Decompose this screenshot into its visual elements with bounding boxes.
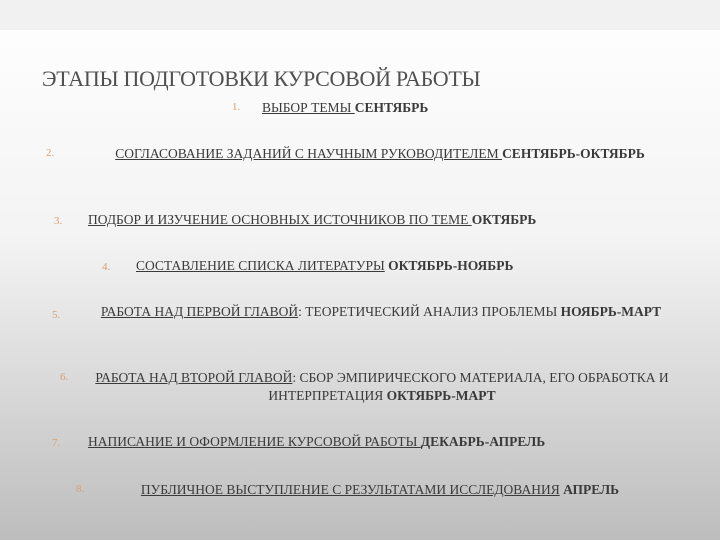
item-3-number: 3. — [54, 215, 63, 227]
top-band — [0, 0, 720, 30]
item-3-date: ОКТЯБРЬ — [471, 212, 537, 227]
slide-title: ЭТАПЫ ПОДГОТОВКИ КУРСОВОЙ РАБОТЫ — [42, 66, 481, 91]
item-1-number: 1. — [232, 101, 241, 113]
item-6-text — [92, 369, 672, 405]
item-4-text — [136, 257, 696, 275]
item-6-number: 6. — [60, 371, 69, 383]
item-4-task: СОСТАВЛЕНИЕ СПИСКА ЛИТЕРАТУРЫ — [136, 258, 385, 273]
item-5-rest: : ТЕОРЕТИЧЕСКИЙ АНАЛИЗ ПРОБЛЕМЫ — [298, 304, 561, 319]
item-1-task: ВЫБОР ТЕМЫ — [262, 100, 355, 115]
item-3-task: ПОДБОР И ИЗУЧЕНИЕ ОСНОВНЫХ ИСТОЧНИКОВ ПО ТЕМЕ — [88, 212, 472, 227]
item-8-date: АПРЕЛЬ — [563, 482, 620, 497]
item-5-task: РАБОТА НАД ПЕРВОЙ ГЛАВОЙ — [100, 304, 299, 319]
item-5-number: 5. — [52, 309, 61, 321]
item-2-date: СЕНТЯБРЬ-ОКТЯБРЬ — [502, 146, 645, 161]
item-7-date: ДЕКАБРЬ-АПРЕЛЬ — [420, 434, 546, 449]
item-6-date: ОКТЯБРЬ-МАРТ — [386, 388, 496, 403]
item-5-date: НОЯБРЬ-МАРТ — [560, 304, 662, 319]
item-5-text — [86, 303, 676, 321]
item-8-task: ПУБЛИЧНОЕ ВЫСТУПЛЕНИЕ С РЕЗУЛЬТАТАМИ ИССЛЕДОВАНИЯ — [140, 482, 560, 497]
item-3-text — [88, 211, 688, 229]
item-7-number: 7. — [52, 437, 61, 449]
item-4-date: ОКТЯБРЬ-НОЯБРЬ — [388, 258, 514, 273]
item-4-number: 4. — [102, 261, 111, 273]
item-2-text — [80, 145, 680, 163]
item-6-task: РАБОТА НАД ВТОРОЙ ГЛАВОЙ — [95, 370, 293, 385]
item-1-text — [262, 99, 502, 117]
item-2-task: СОГЛАСОВАНИЕ ЗАДАНИЙ С НАУЧНЫМ РУКОВОДИТЕЛЕМ — [115, 146, 503, 161]
item-8-text — [110, 481, 650, 499]
item-7-task: НАПИСАНИЕ И ОФОРМЛЕНИЕ КУРСОВОЙ РАБОТЫ — [88, 434, 421, 449]
item-2-number: 2. — [46, 147, 55, 159]
item-6-rest: : СБОР ЭМПИРИЧЕСКОГО МАТЕРИАЛА, ЕГО ОБРАБОТКА И ИНТЕРПРЕТАЦИЯ — [268, 370, 669, 403]
item-8-number: 8. — [76, 483, 85, 495]
item-7-text — [88, 433, 698, 451]
item-1-date: СЕНТЯБРЬ — [354, 100, 429, 115]
